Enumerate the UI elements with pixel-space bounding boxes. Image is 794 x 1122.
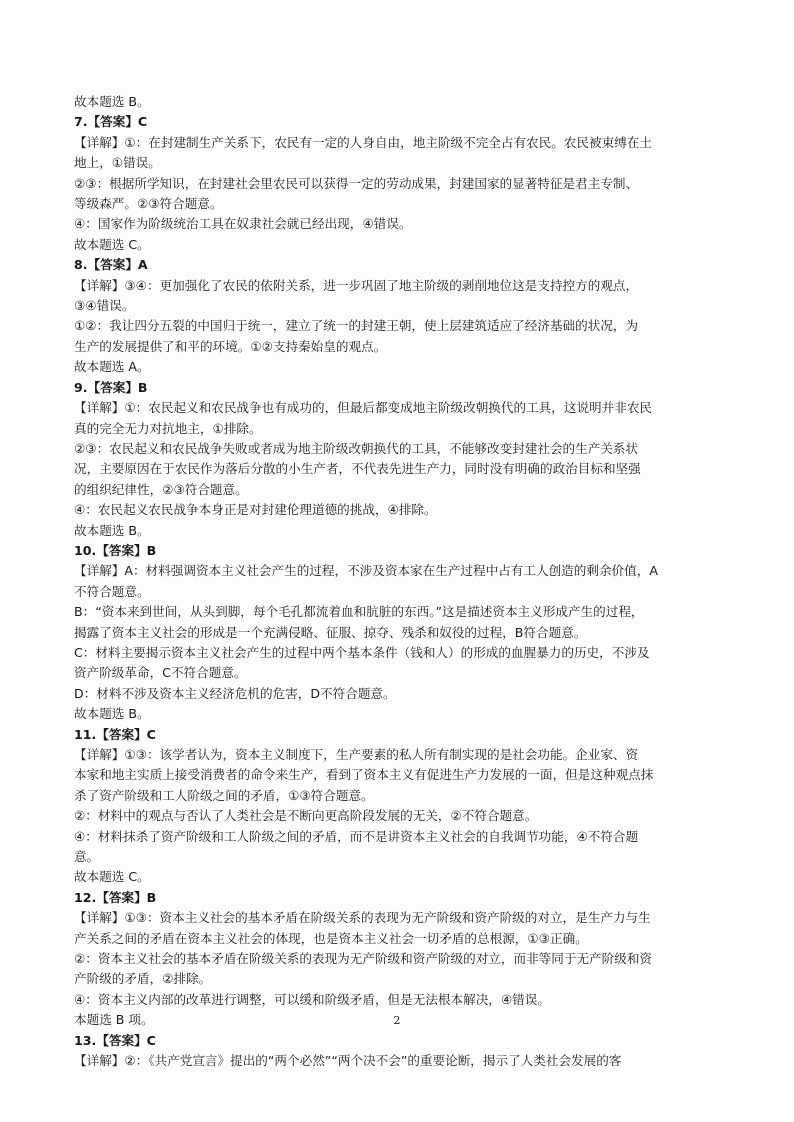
- question-answer-heading: 12.【答案】B: [74, 889, 157, 905]
- text-line: ④：国家作为阶级统治工具在奴隶社会就已经出现，④错误。: [74, 216, 412, 232]
- text-line: ②③：农民起义和农民战争失败或者成为地主阶级改朝换代的工具，不能够改变封建社会的生产关系状: [74, 440, 639, 456]
- text-line: ③④错误。: [74, 298, 135, 314]
- text-line: ④：资本主义内部的改革进行调整，可以缓和阶级矛盾，但是无法根本解决，④错误。: [74, 991, 550, 1007]
- text-line: ④：材料抹杀了资产阶级和工人阶级之间的矛盾，而不是讲资本主义社会的自我调节功能，④不符合题: [74, 828, 639, 844]
- text-line: 资产阶级革命，C不符合题意。: [74, 665, 247, 681]
- text-line: ①②：我让四分五裂的中国归于统一，建立了统一的封建王朝，使上层建筑适应了经济基础的状况，为: [74, 318, 639, 334]
- text-line: 故本题选 B。: [74, 706, 150, 722]
- text-line: B：“资本来到世间，从头到脚，每个毛孔都流着血和肮脏的东西。”这是描述资本主义形成产生的过程，: [74, 604, 644, 620]
- text-line: 故本题选 B。: [74, 522, 150, 538]
- text-line: 揭露了资本主义社会的形成是一个充满侵略、征服、掠夺、残杀和奴役的过程，B符合题意。: [74, 624, 587, 640]
- text-line: C：材料主要揭示资本主义社会产生的过程中两个基本条件（钱和人）的形成的血腥暴力的历史，不涉及: [74, 644, 650, 660]
- question-answer-heading: 10.【答案】B: [74, 542, 157, 558]
- question-answer-heading: 7.【答案】C: [74, 114, 148, 130]
- text-line: 故本题选 C。: [74, 869, 150, 885]
- text-line: 本题选 B 项。: [74, 1012, 154, 1028]
- text-line: 产关系之间的矛盾在资本主义社会的体现，也是资本主义社会一切矛盾的总根源，①③正确。: [74, 930, 588, 946]
- text-line: 地上，①错误。: [74, 155, 161, 171]
- question-answer-heading: 9.【答案】B: [74, 379, 148, 395]
- text-line: 【详解】①：在封建制生产关系下，农民有一定的人身自由，地主阶级不完全占有农民。农民被束缚在土: [74, 134, 653, 150]
- text-line: 不符合题意。: [74, 583, 150, 599]
- answer-text-body: [74, 92, 722, 1072]
- text-line: D：材料不涉及资本主义经济危机的危害，D不符合题意。: [74, 685, 396, 701]
- text-line: 意。: [74, 849, 100, 865]
- text-line: 的组织纪律性，②③符合题意。: [74, 481, 248, 497]
- text-line: ②：资本主义社会的基本矛盾在阶级关系的表现为无产阶级和资产阶级的对立，而非等同于无产阶级和资: [74, 951, 653, 967]
- text-line: 产阶级的矛盾，②排除。: [74, 971, 212, 987]
- question-answer-heading: 8.【答案】A: [74, 257, 148, 273]
- text-line: 故本题选 C。: [74, 236, 150, 252]
- question-answer-heading: 13.【答案】C: [74, 1032, 156, 1048]
- text-line: 等级森严。②③符合题意。: [74, 196, 223, 212]
- text-line: ②：材料中的观点与否认了人类社会是不断向更高阶段发展的无关，②不符合题意。: [74, 808, 538, 824]
- text-line: 【详解】A：材料强调资本主义社会产生的过程，不涉及资本家在生产过程中占有工人创造的剩余价值，A: [74, 563, 658, 579]
- text-line: 真的完全无力对抗地主，①排除。: [74, 420, 262, 436]
- text-line: 本家和地主实质上接受消费者的命令来生产，看到了资本主义有促进生产力发展的一面，但是这种观点抹: [74, 767, 654, 783]
- page-number: 2: [393, 1014, 401, 1027]
- text-line: ④：农民起义农民战争本身正是对封建伦理道德的挑战，④排除。: [74, 502, 437, 518]
- text-line: 【详解】②：《共产党宣言》提出的“两个必然”“两个决不会”的重要论断，揭示了人类社会发展的客: [74, 1053, 622, 1069]
- text-line: 况，主要原因在于农民作为落后分散的小生产者，不代表先进生产力，同时没有明确的政治目标和坚强: [74, 461, 641, 477]
- text-line: 【详解】③④：更加强化了农民的依附关系，进一步巩固了地主阶级的剥削地位这是支持控方的观点，: [74, 277, 639, 293]
- text-line: 【详解】①：农民起义和农民战争也有成功的，但最后都变成地主阶级改朝换代的工具，这说明并非农民: [74, 400, 653, 416]
- text-line: 故本题选 A。: [74, 359, 150, 375]
- question-answer-heading: 11.【答案】C: [74, 726, 156, 742]
- text-line: 杀了资产阶级和工人阶级之间的矛盾，①③符合题意。: [74, 787, 374, 803]
- text-line: ②③：根据所学知识，在封建社会里农民可以获得一定的劳动成果，封建国家的显著特征是君主专制、: [74, 175, 639, 191]
- text-line: 【详解】①③：该学者认为，资本主义制度下，生产要素的私人所有制实现的是社会功能。企业家、资: [74, 747, 639, 762]
- text-line: 故本题选 B。: [74, 94, 150, 109]
- text-line: 生产的发展提供了和平的环境。①②支持秦始皇的观点。: [74, 338, 387, 354]
- text-line: 【详解】①③：资本主义社会的基本矛盾在阶级关系的表现为无产阶级和资产阶级的对立，是生产力与生: [74, 910, 651, 926]
